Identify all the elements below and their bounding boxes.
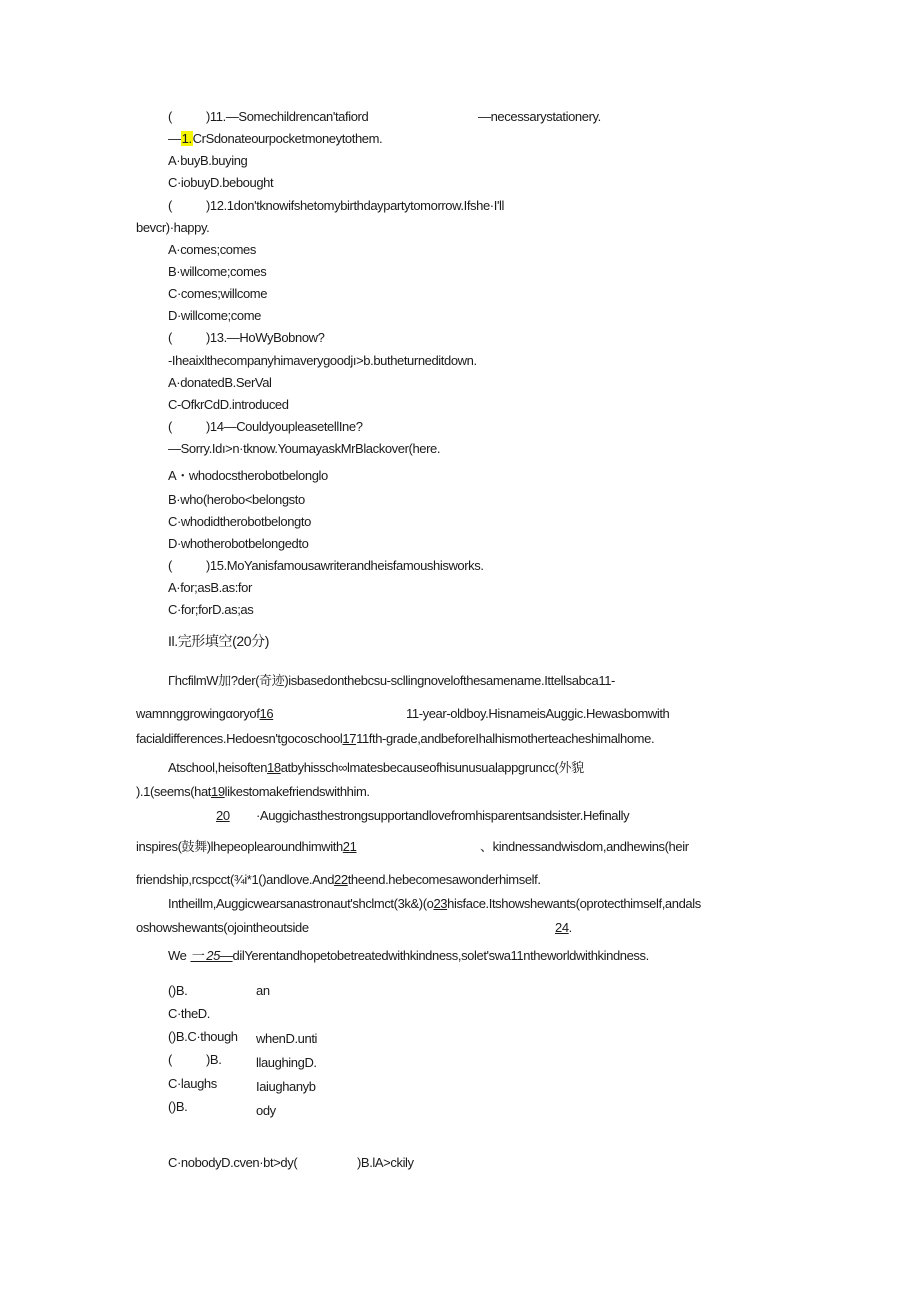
passage-line: ·Auggichasthestrongsupportandlovefromhisparentsandsister.Hefinally xyxy=(256,808,630,823)
blank-24: 24 xyxy=(555,920,569,935)
blank-20: 20 xyxy=(216,808,230,823)
q13-options-ab: A·donatedB.SerVal xyxy=(168,375,272,390)
q11-answer-line xyxy=(168,131,382,147)
passage-text: 11fth-grade,andbeforeIhalhismotherteacheshimalhome. xyxy=(356,731,655,746)
passage-line xyxy=(136,872,541,888)
q14-answer: —Sorry.Idı>n·tknow.YoumayaskMrBlackover(here. xyxy=(168,441,441,456)
passage-text: hisface.Itshowshewants(oprotecthimself,andals xyxy=(447,896,701,911)
passage-line: 、kindnessandwisdom,andhewins(heir xyxy=(480,839,689,854)
passage-text: inspires(鼓舞)lhepeoplearoundhimwith xyxy=(136,839,343,854)
passage-text: theend.hebecomesawonderhimself. xyxy=(347,872,541,887)
q14-paren: ( xyxy=(168,419,172,434)
q11-answer-text: CrSdonateourpocketmoneytothem. xyxy=(192,131,383,146)
q11-paren: ( xyxy=(168,109,172,124)
passage-line xyxy=(168,896,701,912)
blank-17: 17 xyxy=(342,731,357,746)
passage-text: friendship,rcspcct(¾i*1()andlove.And xyxy=(136,872,335,887)
option-line: C·nobodyD.cven·bt>dy( xyxy=(168,1155,298,1170)
q12-option-d: D·willcome;come xyxy=(168,308,261,323)
option-line: an xyxy=(256,983,270,998)
q15-paren: ( xyxy=(168,558,172,573)
option-line: ()B. xyxy=(168,983,188,998)
option-line: C·theD. xyxy=(168,1006,210,1021)
passage-text: Atschool,heisoften xyxy=(168,760,268,775)
q11-stem: )11.—Somechildrencan'tafiord xyxy=(206,109,369,124)
passage-line: 11-year-oldboy.HisnameisAuggic.Hewasbomwith xyxy=(406,706,670,721)
section-title: Il.完形填空(20分) xyxy=(168,633,269,649)
passage-line xyxy=(555,920,572,936)
passage-line xyxy=(136,706,273,722)
option-line: whenD.unti xyxy=(256,1031,318,1046)
q15-options-cd: C·for;forD.as;as xyxy=(168,602,254,617)
q11-options-ab: A·buyB.buying xyxy=(168,153,248,168)
q14-option-c: C·whodidtherobotbelongto xyxy=(168,514,311,529)
option-line: C·laughs xyxy=(168,1076,217,1091)
passage-line xyxy=(168,760,584,776)
option-line: llaughingD. xyxy=(256,1055,317,1070)
q13-paren: ( xyxy=(168,330,172,345)
blank-21: 21 xyxy=(342,839,357,854)
passage-text: atbyhissch∞lmatesbecauseofhisunusualappgruncc(外貌 xyxy=(280,760,584,775)
passage-line: ΓhcfilmW加?der(奇迹)isbasedonthebcsu-scllingnovelofthesamename.Ittellsabca11- xyxy=(168,673,615,688)
passage-text: facialdifferences.Hedoesn'tgocoschool xyxy=(136,731,343,746)
q12-stem-cont: bevcr)·happy. xyxy=(136,220,210,235)
blank-22: 22 xyxy=(334,872,348,887)
passage-text: . xyxy=(568,920,572,935)
passage-text: Intheillm,Auggicwearsanastronaut'shclmct(3k&)(o xyxy=(168,896,434,911)
q14-option-a: A・whodocstherobotbelonglo xyxy=(168,468,328,483)
blank-19: 19 xyxy=(211,784,225,799)
q12-option-b: B·willcome;comes xyxy=(168,264,267,279)
option-line: )B.lA>ckily xyxy=(357,1155,414,1170)
blank-23: 23 xyxy=(433,896,448,911)
passage-text: dilYerentandhopetobetreatedwithkindness,solet'swa11ntheworldwithkindness. xyxy=(232,948,649,963)
option-line: ( xyxy=(168,1052,172,1067)
passage-line xyxy=(168,948,649,964)
passage-line xyxy=(136,784,370,800)
q14-option-b: B·who(herobo<belongsto xyxy=(168,492,305,507)
passage-text: We xyxy=(168,948,187,963)
q15-options-ab: A·for;asB.as:for xyxy=(168,580,252,595)
q15-stem: )15.MoYanisfamousawriterandheisfamoushisworks. xyxy=(206,558,484,573)
q11-stem-end: —necessarystationery. xyxy=(478,109,601,124)
q12-option-c: C·comes;willcome xyxy=(168,286,268,301)
option-line: ()B. xyxy=(168,1099,188,1114)
option-line: )B. xyxy=(206,1052,222,1067)
passage-line xyxy=(136,839,356,855)
q11-highlight: 1. xyxy=(181,131,192,146)
passage-line: oshowshewants(ojointheoutside xyxy=(136,920,309,935)
q13-stem: )13.—HoWyBobnow? xyxy=(206,330,325,345)
q14-stem: )14—CouldyoupleasetellIne? xyxy=(206,419,363,434)
passage-text: wamnnggrowingαoryof xyxy=(136,706,260,721)
q12-paren: ( xyxy=(168,198,172,213)
q12-stem: )12.1don'tknowifshetomybirthdaypartytomorrow.Ifshe·I'll xyxy=(206,198,504,213)
option-line: ody xyxy=(256,1103,276,1118)
passage-line xyxy=(136,731,654,747)
q13-options-cd: C-OfkrCdD.introduced xyxy=(168,397,289,412)
blank-25: 一 25— xyxy=(190,948,233,963)
q14-option-d: D·whotherobotbelongedto xyxy=(168,536,309,551)
q11-options-cd: C·iobuyD.bebought xyxy=(168,175,274,190)
q12-option-a: A·comes;comes xyxy=(168,242,256,257)
blank-16: 16 xyxy=(259,706,274,721)
passage-text: likestomakefriendswithhim. xyxy=(224,784,370,799)
q11-dash: — xyxy=(168,131,181,146)
option-line: Iaiughanyb xyxy=(256,1079,316,1094)
q13-answer: -Iheaixlthecompanyhimaverygoodjı>b.butheturneditdown. xyxy=(168,353,477,368)
blank-18: 18 xyxy=(267,760,281,775)
option-line: ()B.C·though xyxy=(168,1029,238,1044)
passage-text: ).1(seems(hat xyxy=(136,784,211,799)
